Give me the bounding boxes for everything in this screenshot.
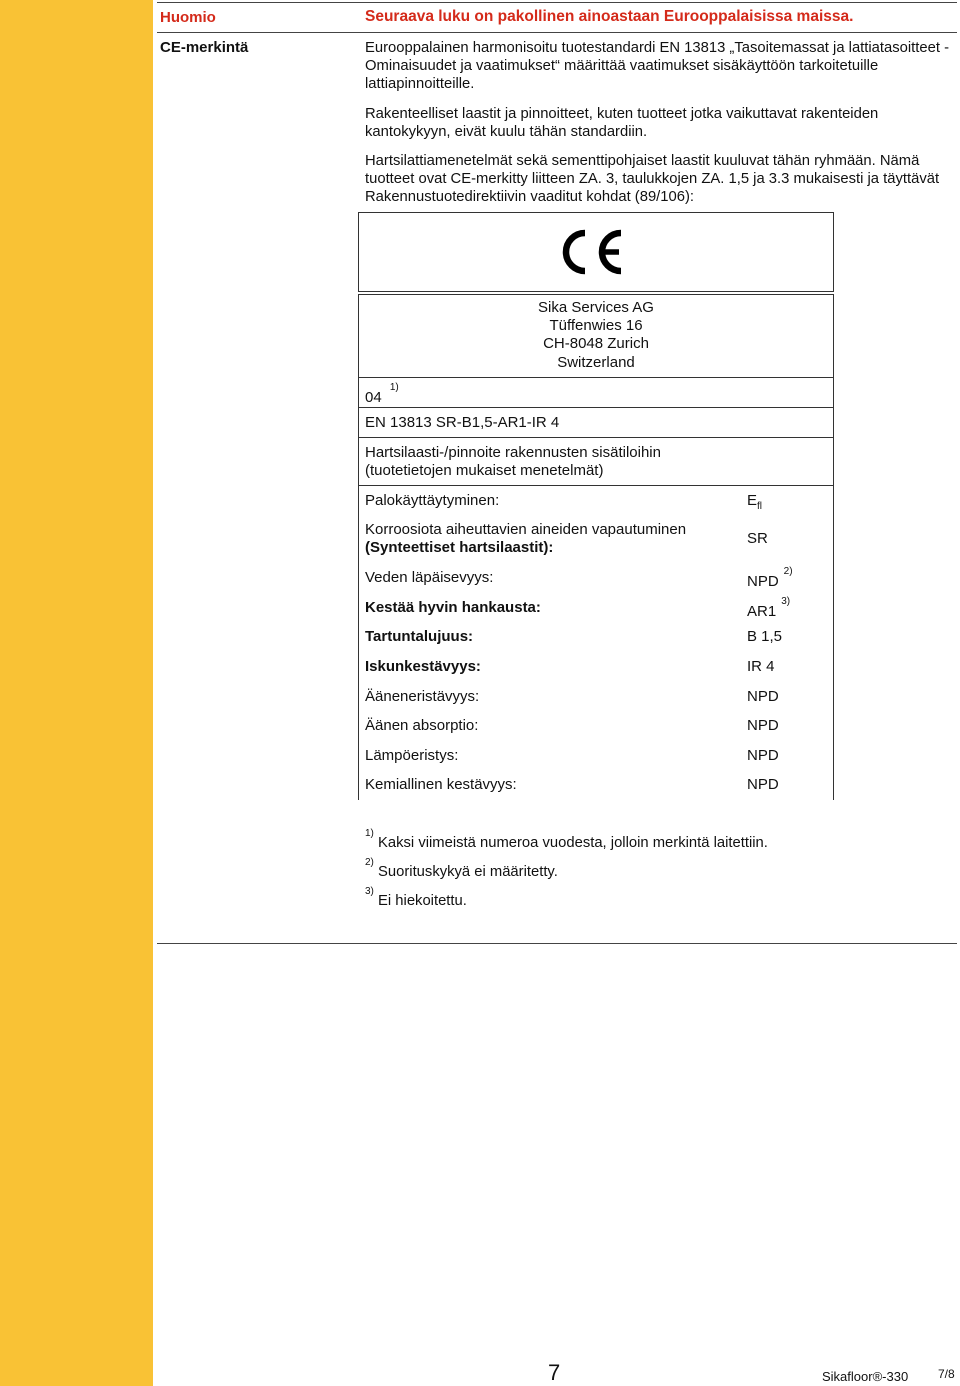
property-value-text: IR 4: [747, 658, 775, 675]
product-desc-line: Hartsilaasti-/pinnoite rakennusten sisätiloihin: [365, 444, 661, 461]
scope-paragraph: Rakenteelliset laastit ja pinnoitteet, kuten tuotteet jotka vaikuttavat rakenteiden kantokykyyn, eivät kuulu tähän standardiin.: [365, 106, 879, 140]
year-code: [365, 382, 399, 407]
property-value-footnote: 2): [783, 566, 793, 577]
property-value: [747, 530, 768, 548]
page-number: 7: [548, 1360, 561, 1385]
manufacturer-city: CH-8048 Zurich: [543, 335, 649, 353]
property-label-line: Kestää hyvin hankausta:: [365, 599, 541, 616]
property-value: [747, 747, 779, 765]
yellow-sidebar: [0, 0, 153, 1386]
product-desc-line: (tuotetietojen mukaiset menetelmät): [365, 462, 604, 479]
footnote-text: Ei hiekoitettu.: [378, 892, 467, 909]
footnote-3: [365, 886, 467, 909]
property-label-line: Lämpöeristys:: [365, 747, 459, 764]
footnote-text: Suorituskykyä ei määritetty.: [378, 863, 558, 880]
property-label: [365, 747, 458, 765]
property-value-text: NPD: [747, 688, 779, 705]
property-value: [747, 658, 775, 676]
property-label-line: Korroosiota aiheuttavien aineiden vapautuminen: [365, 521, 687, 538]
bottom-rule: [157, 943, 957, 944]
property-label: [365, 776, 517, 794]
property-label: [365, 717, 478, 735]
top-rule: [157, 2, 957, 3]
property-label: [365, 658, 481, 676]
property-label: [365, 628, 473, 646]
row-divider: [358, 377, 834, 378]
property-label-line: Ääneneristävyys:: [365, 688, 480, 705]
property-label-line: Iskunkestävyys:: [365, 658, 481, 675]
property-label-line: Palokäyttäytyminen:: [365, 492, 500, 509]
product-name: Sikafloor®-330: [822, 1369, 909, 1384]
property-label: [365, 492, 499, 510]
property-label: [365, 599, 541, 617]
manufacturer-name: Sika Services AG: [538, 299, 654, 316]
page-of: 7/8: [938, 1367, 955, 1381]
footnote-1: [365, 828, 768, 851]
manufacturer-address: [500, 299, 692, 372]
property-value: [747, 717, 779, 735]
property-label-line: Kemiallinen kestävyys:: [365, 776, 517, 793]
property-label-line: Äänen absorptio:: [365, 717, 479, 734]
property-value: [747, 566, 793, 591]
year-note: 1): [389, 382, 399, 393]
properties-right-border: [833, 486, 834, 800]
property-value-text: B 1,5: [747, 628, 783, 645]
property-value: [747, 776, 779, 794]
property-value-footnote: 3): [781, 596, 791, 607]
properties-left-border: [358, 486, 359, 800]
property-value-text: E: [747, 492, 758, 509]
property-value-text: NPD: [747, 717, 779, 734]
property-value: [747, 596, 791, 621]
footnote-text: Kaksi viimeistä numeroa vuodesta, jolloin merkintä laitettiin.: [378, 834, 768, 851]
intro-paragraph: Eurooppalainen harmonisoitu tuotestandardi EN 13813 „Tasoitemassat ja lattiatasoitteet - Ominaisuudet ja vaatimukset“ määrittää vaatimukset sisäkäyttöön tarkoitetuille lattiapinnoitteille.: [365, 40, 949, 92]
group-paragraph: Hartsilattiamenetelmät sekä sementtipohjaiset laastit kuuluvat tähän ryhmään. Nämä tuotteet ovat CE-merkitty liitteen ZA. 3, taulukkojen ZA. 1,5 ja 3.3 mukaisesti ja täyttävät Rakennustuotedirektiivin vaaditut kohdat (89/106):: [365, 153, 940, 205]
property-label-line: Tartuntalujuus:: [365, 628, 474, 645]
footnote-mark: 2): [365, 857, 374, 868]
manufacturer-country: Switzerland: [557, 353, 635, 371]
property-value-text: SR: [747, 530, 768, 547]
notice-rule: [157, 32, 957, 33]
property-value-text: AR1: [747, 603, 777, 620]
ce-mark-box: [358, 212, 834, 292]
property-label: [365, 569, 493, 587]
row-divider: [358, 407, 834, 408]
property-label-line: (Synteettiset hartsilaastit):: [365, 539, 554, 556]
footnote-2: [365, 857, 558, 880]
notice-label: Huomio: [160, 9, 216, 26]
year-value: 04: [365, 389, 382, 406]
manufacturer-street: Tüffenwies 16: [549, 317, 643, 335]
property-value-text: NPD: [747, 747, 779, 764]
property-value-text: NPD: [747, 776, 779, 793]
product-description: [365, 444, 661, 480]
property-label-line: Veden läpäisevyys:: [365, 569, 494, 586]
standard-code: EN 13813 SR-B1,5-AR1-IR 4: [365, 414, 560, 431]
footnote-mark: 3): [365, 886, 374, 897]
ce-logo-icon: [555, 227, 625, 277]
property-value-subscript: fl: [757, 501, 763, 512]
footnote-mark: 1): [365, 828, 374, 839]
row-divider: [358, 437, 834, 438]
property-value: [747, 628, 782, 646]
property-label: [365, 688, 479, 706]
ce-marking-label: CE-merkintä: [160, 39, 249, 56]
property-value: [747, 492, 762, 516]
notice-text: Seuraava luku on pakollinen ainoastaan Eurooppalaisissa maissa.: [365, 8, 854, 25]
property-label: [365, 521, 686, 557]
property-value-text: NPD: [747, 573, 779, 590]
property-value: [747, 688, 779, 706]
